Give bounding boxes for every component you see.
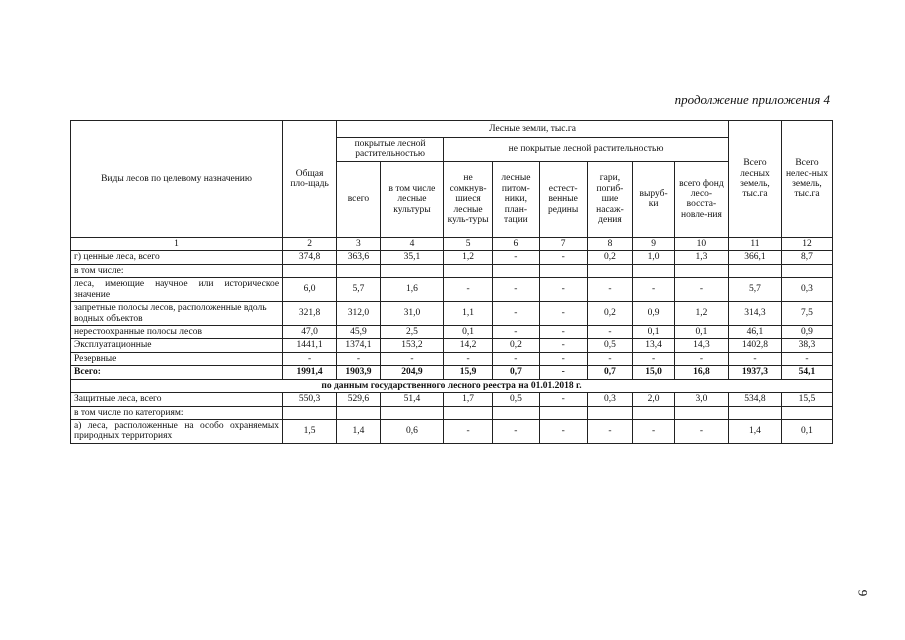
table-cell: 204,9 (380, 366, 443, 379)
column-number: 6 (493, 237, 540, 250)
table-cell: 31,0 (380, 302, 443, 326)
column-number: 5 (444, 237, 493, 250)
table-cell: - (539, 420, 587, 444)
header-col-name: Виды лесов по целевому назначению (71, 121, 283, 238)
header-covered-cultures: в том числе лесные культуры (380, 161, 443, 237)
table-row (71, 251, 833, 264)
table-cell: - (539, 339, 587, 352)
table-row (71, 393, 833, 406)
table-cell: - (493, 352, 540, 365)
table-cell: 51,4 (380, 393, 443, 406)
row-name: а) леса, расположенные на особо охраняемых природных территориях (71, 420, 283, 444)
table-cell: 363,6 (337, 251, 381, 264)
table-cell: - (633, 352, 675, 365)
column-number: 10 (674, 237, 728, 250)
table-cell: - (539, 366, 587, 379)
column-number: 3 (337, 237, 381, 250)
header-nc-natural: естест-венные редины (539, 161, 587, 237)
table-cell: - (539, 251, 587, 264)
section-title: по данным государственного лесного реестра на 01.01.2018 г. (71, 379, 833, 392)
table-cell: 0,7 (493, 366, 540, 379)
table-cell: 366,1 (728, 251, 781, 264)
row-name: Эксплуатационные (71, 339, 283, 352)
header-total-nonforest: Всего нелес-ных земель, тыс.га (781, 121, 832, 238)
table-cell: 1,7 (444, 393, 493, 406)
section-row (71, 379, 833, 392)
table-cell: - (587, 278, 633, 302)
table-cell: 5,7 (337, 278, 381, 302)
table-cell: 0,6 (380, 420, 443, 444)
column-number: 2 (283, 237, 337, 250)
header-total-forest: Всего лесных земель, тыс.га (728, 121, 781, 238)
header-not-covered: не покрытые лесной растительностью (444, 138, 729, 162)
column-number: 11 (728, 237, 781, 250)
table-cell (283, 264, 337, 277)
table-row (71, 325, 833, 338)
table-row (71, 339, 833, 352)
header-covered-all: всего (337, 161, 381, 237)
column-number: 7 (539, 237, 587, 250)
header-nc-burnt: гари, погиб-шие насаж-дения (587, 161, 633, 237)
table-row (71, 278, 833, 302)
table-cell: 35,1 (380, 251, 443, 264)
table-cell: - (444, 420, 493, 444)
table-cell: 7,5 (781, 302, 832, 326)
table-cell: 38,3 (781, 339, 832, 352)
table-cell: 0,5 (587, 339, 633, 352)
table-cell: 1,6 (380, 278, 443, 302)
table-cell (587, 406, 633, 419)
table-cell: 16,8 (674, 366, 728, 379)
table-cell: - (633, 420, 675, 444)
table-cell (283, 406, 337, 419)
table-cell (380, 406, 443, 419)
table-cell (493, 406, 540, 419)
column-number: 12 (781, 237, 832, 250)
table-cell: 47,0 (283, 325, 337, 338)
table-cell (444, 264, 493, 277)
table-cell: - (587, 352, 633, 365)
table-cell: 14,3 (674, 339, 728, 352)
table-cell: 0,7 (587, 366, 633, 379)
table-cell: - (493, 251, 540, 264)
table-row (71, 352, 833, 365)
table-cell: 15,9 (444, 366, 493, 379)
table-cell (539, 406, 587, 419)
table-cell (337, 264, 381, 277)
row-name: в том числе: (71, 264, 283, 277)
row-name: в том числе по категориям: (71, 406, 283, 419)
table-cell (674, 264, 728, 277)
table-cell: 374,8 (283, 251, 337, 264)
table-cell: - (493, 420, 540, 444)
row-name: нерестоохранные полосы лесов (71, 325, 283, 338)
table-cell: - (539, 352, 587, 365)
table-cell: - (781, 352, 832, 365)
table-cell: 1374,1 (337, 339, 381, 352)
table-cell: 153,2 (380, 339, 443, 352)
table-cell: - (674, 352, 728, 365)
column-number: 4 (380, 237, 443, 250)
table-cell: 1,3 (674, 251, 728, 264)
table-cell: 529,6 (337, 393, 381, 406)
table-cell: - (728, 352, 781, 365)
table-row (71, 420, 833, 444)
table-cell: 314,3 (728, 302, 781, 326)
table-cell: 1,2 (674, 302, 728, 326)
table-cell (493, 264, 540, 277)
table-cell: 13,4 (633, 339, 675, 352)
table-cell: 2,0 (633, 393, 675, 406)
forest-lands-table (70, 120, 833, 444)
table-cell (728, 406, 781, 419)
table-cell (781, 264, 832, 277)
column-number: 9 (633, 237, 675, 250)
table-cell: - (539, 302, 587, 326)
table-cell: 2,5 (380, 325, 443, 338)
table-cell: 0,3 (587, 393, 633, 406)
table-cell (633, 264, 675, 277)
table-row (71, 302, 833, 326)
table-cell: - (539, 278, 587, 302)
table-cell: 1937,3 (728, 366, 781, 379)
table-cell: - (283, 352, 337, 365)
table-cell: 0,2 (493, 339, 540, 352)
table-cell: 0,1 (633, 325, 675, 338)
table-cell: - (674, 278, 728, 302)
column-number: 1 (71, 237, 283, 250)
table-cell: 0,9 (781, 325, 832, 338)
table-cell: - (587, 325, 633, 338)
table-cell: 0,2 (587, 302, 633, 326)
table-cell: 1,4 (728, 420, 781, 444)
table-cell: 1,5 (283, 420, 337, 444)
table-cell: 0,1 (674, 325, 728, 338)
table-cell: 0,1 (781, 420, 832, 444)
header-nc-cuttings: выруб-ки (633, 161, 675, 237)
table-cell: - (444, 352, 493, 365)
table-cell: - (444, 278, 493, 302)
table-cell (539, 264, 587, 277)
table-cell (380, 264, 443, 277)
table-cell: - (539, 393, 587, 406)
table-cell: 0,9 (633, 302, 675, 326)
table-cell: 1441,1 (283, 339, 337, 352)
table-cell: 1402,8 (728, 339, 781, 352)
table-cell: 8,7 (781, 251, 832, 264)
table-cell: - (674, 420, 728, 444)
column-numbers-row (71, 237, 833, 250)
row-name: Всего: (71, 366, 283, 379)
table-cell: 6,0 (283, 278, 337, 302)
table-cell: 15,5 (781, 393, 832, 406)
table-cell: 1903,9 (337, 366, 381, 379)
header-forest-lands: Лесные земли, тыс.га (337, 121, 729, 138)
table-cell: - (493, 278, 540, 302)
table-cell: - (380, 352, 443, 365)
table-cell: - (539, 325, 587, 338)
table-cell: 0,3 (781, 278, 832, 302)
table-cell: 1991,4 (283, 366, 337, 379)
table-cell: 1,4 (337, 420, 381, 444)
table-cell: 1,0 (633, 251, 675, 264)
row-name: Резервные (71, 352, 283, 365)
table-cell: 5,7 (728, 278, 781, 302)
table-cell (587, 264, 633, 277)
table-row (71, 264, 833, 277)
table-cell: - (633, 278, 675, 302)
page-number: 9 (854, 589, 870, 597)
table-cell: 0,2 (587, 251, 633, 264)
table-row (71, 366, 833, 379)
table-cell: 550,3 (283, 393, 337, 406)
table-cell: 1,1 (444, 302, 493, 326)
page-caption: продолжение приложения 4 (674, 92, 830, 107)
table-cell (781, 406, 832, 419)
table-cell: 45,9 (337, 325, 381, 338)
header-nc-unclosed: не сомкнув-шиеся лесные куль-туры (444, 161, 493, 237)
table-cell: 534,8 (728, 393, 781, 406)
table-cell: 14,2 (444, 339, 493, 352)
header-nc-reforestation: всего фонд лесо-восста-новле-ния (674, 161, 728, 237)
row-name: Защитные леса, всего (71, 393, 283, 406)
table-cell: 46,1 (728, 325, 781, 338)
table-cell: - (587, 420, 633, 444)
column-number: 8 (587, 237, 633, 250)
header-covered: покрытые лесной растительностью (337, 138, 444, 162)
table-row (71, 406, 833, 419)
table-cell: - (337, 352, 381, 365)
table-cell: 0,1 (444, 325, 493, 338)
header-total-area: Общая пло-щадь (283, 121, 337, 238)
table-cell: 0,5 (493, 393, 540, 406)
header-nc-nurseries: лесные питом-ники, план-тации (493, 161, 540, 237)
row-name: запретные полосы лесов, расположенные вдоль водных объектов (71, 302, 283, 326)
table-cell: 321,8 (283, 302, 337, 326)
table-cell (444, 406, 493, 419)
table-cell: 1,2 (444, 251, 493, 264)
table-cell: 54,1 (781, 366, 832, 379)
table-cell (674, 406, 728, 419)
row-name: г) ценные леса, всего (71, 251, 283, 264)
table-cell: 312,0 (337, 302, 381, 326)
row-name: леса, имеющие научное или историческое значение (71, 278, 283, 302)
table-cell: - (493, 302, 540, 326)
table-cell: 15,0 (633, 366, 675, 379)
table-cell: 3,0 (674, 393, 728, 406)
table-cell: - (493, 325, 540, 338)
table-cell (633, 406, 675, 419)
table-cell (728, 264, 781, 277)
table-cell (337, 406, 381, 419)
